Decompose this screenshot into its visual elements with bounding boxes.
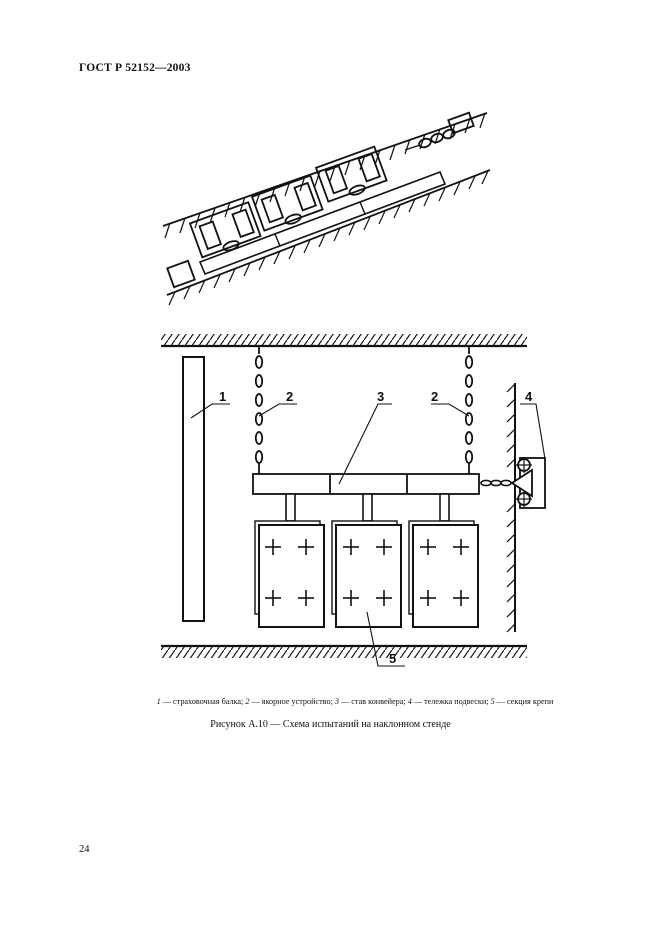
inclined-stand-sketch xyxy=(163,113,490,305)
callout-5: 5 xyxy=(389,651,397,666)
document-header: ГОСТ Р 52152—2003 xyxy=(79,62,191,74)
support-section-3 xyxy=(409,521,478,627)
support-section-1 xyxy=(255,521,324,627)
callout-3: 3 xyxy=(377,389,385,404)
callout-2-right: 2 xyxy=(431,389,439,404)
figure-caption: Рисунок А.10 — Схема испытаний на наклонном стенде xyxy=(210,719,451,730)
callout-2-left: 2 xyxy=(286,389,294,404)
conveyor-frame xyxy=(253,474,479,494)
legend-text-5: — секция крепи xyxy=(494,697,554,706)
suspension-carriage xyxy=(512,457,545,508)
anchor-chain-right xyxy=(466,346,472,474)
legend-num-3: 3 xyxy=(334,697,339,706)
anchor-chain-left xyxy=(256,346,262,474)
callout-1: 1 xyxy=(219,389,227,404)
legend-text-2: — якорное устройство; xyxy=(249,697,335,706)
safety-beam xyxy=(183,357,204,621)
legend-num-4: 4 xyxy=(407,697,412,706)
figure-legend xyxy=(60,697,650,706)
support-section-2 xyxy=(332,521,401,627)
legend-num-2: 2 xyxy=(245,697,250,706)
page-number: 24 xyxy=(79,844,90,855)
legend-text-4: — тележка подвески; xyxy=(411,697,491,706)
legend-text-1: — страховочная балка; xyxy=(160,697,246,706)
callout-4: 4 xyxy=(525,389,533,404)
legend-num-5: 5 xyxy=(490,697,495,706)
legend-num-1: 1 xyxy=(156,697,161,706)
legend-text-3: — став конвейера; xyxy=(339,697,408,706)
test-scheme xyxy=(161,334,545,666)
